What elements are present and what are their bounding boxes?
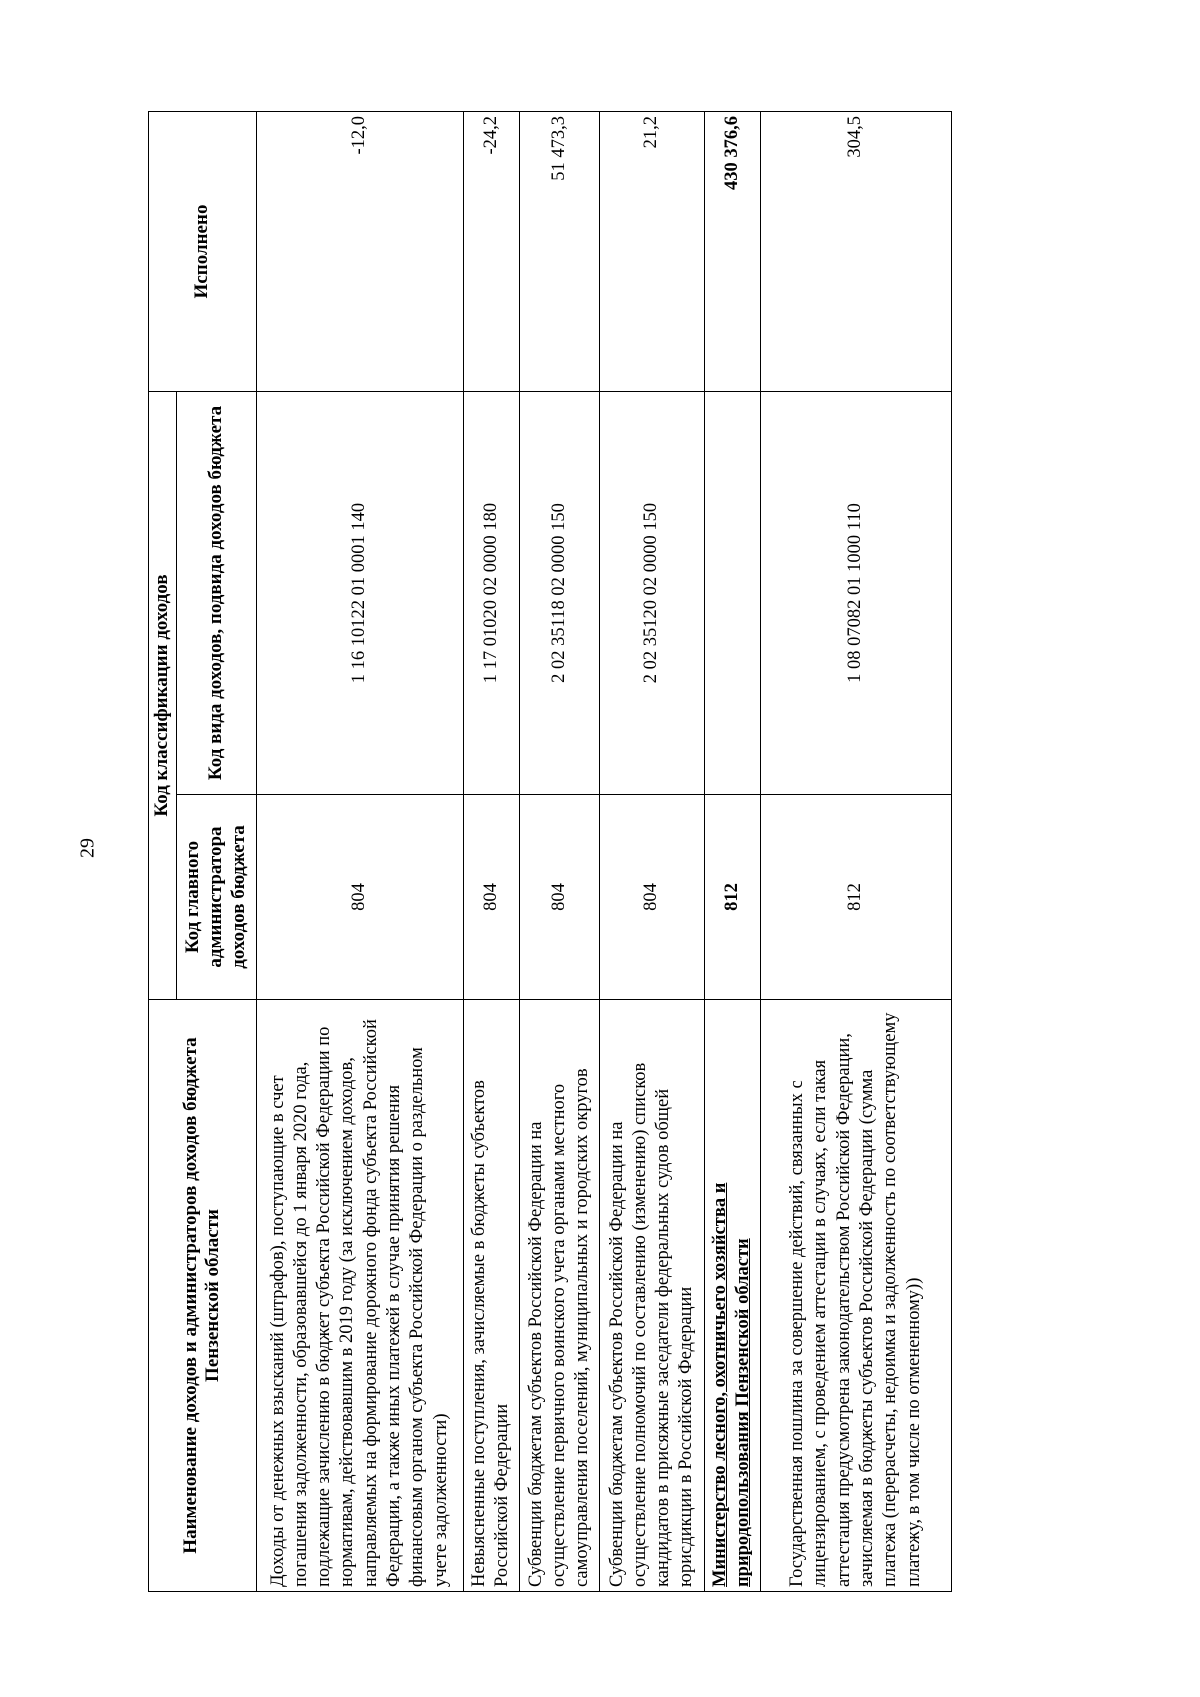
table-row bbox=[463, 112, 519, 1592]
header-code-group: Код классификации доходов bbox=[149, 392, 177, 1000]
row-admin-code: 804 bbox=[520, 795, 600, 1000]
row-name: Субвенции бюджетам субъектов Российской Федерации на осуществление первичного воинского учета органами местного самоуправления поселений, муниципальных и городских округов bbox=[520, 1000, 600, 1592]
row-income-code: 2 02 35118 02 0000 150 bbox=[520, 392, 600, 795]
row-admin-code: 812 bbox=[704, 795, 760, 1000]
row-income-code bbox=[704, 392, 760, 795]
table-row-ministry bbox=[704, 112, 760, 1592]
row-name: Государственная пошлина за совершение действий, связанных с лицензированием, с проведением аттестации в случаях, если такая аттестация предусмотрена законодательством Российской Федерации, зачисляемая в бюджеты субъектов Российской Федерации (сумма платежа (перерасчеты, недоимка и задолженность по соответствующему платежу, в том числе по отмененному)) bbox=[761, 1000, 952, 1592]
header-executed: Исполнено bbox=[149, 112, 257, 392]
table-row bbox=[520, 112, 600, 1592]
row-admin-code: 812 bbox=[761, 795, 952, 1000]
row-name: Министерство лесного, охотничьего хозяйства и природопользования Пензенской области bbox=[704, 1000, 760, 1592]
header-admin-code: Код главного администратора доходов бюджета bbox=[176, 795, 256, 1000]
row-admin-code: 804 bbox=[463, 795, 519, 1000]
row-name: Доходы от денежных взысканий (штрафов), поступающие в счет погашения задолженности, образовавшейся до 1 января 2020 года, подлежащие зачислению в бюджет субъекта Российской Федерации по нормативам, действовавшим в 2019 году (за исключением доходов, направляемых на формирование дорожного фонда субъекта Российской Федерации, а также иных платежей в случае принятия решения финансовым органом субъекта Российской Федерации о раздельном учете задолженности) bbox=[256, 1000, 463, 1592]
row-executed: -24,2 bbox=[463, 112, 519, 392]
row-income-code: 1 16 10122 01 0001 140 bbox=[256, 392, 463, 795]
table-row bbox=[761, 112, 952, 1592]
header-name: Наименование доходов и администраторов доходов бюджета Пензенской области bbox=[149, 1000, 257, 1592]
row-name: Субвенции бюджетам субъектов Российской Федерации на осуществление полномочий по составлению (изменению) списков кандидатов в присяжные заседатели федеральных судов общей юрисдикции в Российской Федерации bbox=[600, 1000, 704, 1592]
row-admin-code: 804 bbox=[600, 795, 704, 1000]
rotated-table-wrapper bbox=[148, 112, 952, 1592]
row-income-code: 2 02 35120 02 0000 150 bbox=[600, 392, 704, 795]
income-table bbox=[148, 111, 952, 1592]
row-name: Невыясненные поступления, зачисляемые в бюджеты субъектов Российской Федерации bbox=[463, 1000, 519, 1592]
row-executed: 304,5 bbox=[761, 112, 952, 392]
row-income-code: 1 08 07082 01 1000 110 bbox=[761, 392, 952, 795]
row-executed: 51 473,3 bbox=[520, 112, 600, 392]
table-row bbox=[600, 112, 704, 1592]
table-row bbox=[256, 112, 463, 1592]
page-number: 29 bbox=[76, 838, 99, 858]
row-executed: 430 376,6 bbox=[704, 112, 760, 392]
row-income-code: 1 17 01020 02 0000 180 bbox=[463, 392, 519, 795]
row-executed: -12,0 bbox=[256, 112, 463, 392]
header-income-code: Код вида доходов, подвида доходов бюджета bbox=[176, 392, 256, 795]
row-admin-code: 804 bbox=[256, 795, 463, 1000]
row-executed: 21,2 bbox=[600, 112, 704, 392]
